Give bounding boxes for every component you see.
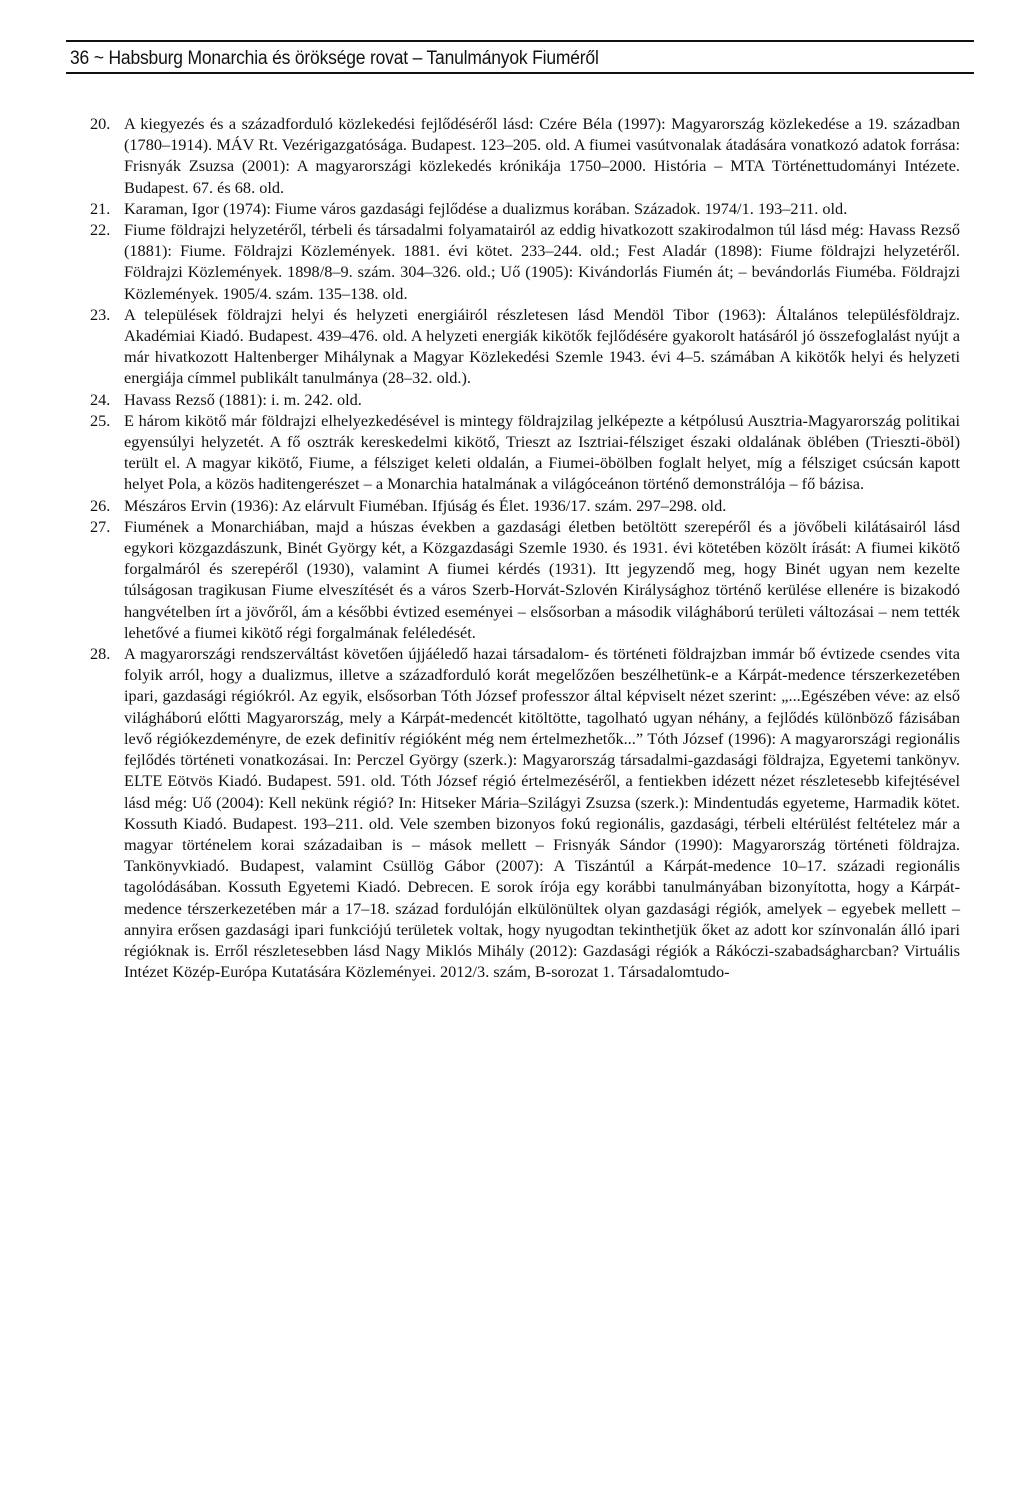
running-header <box>66 40 974 74</box>
endnote-23 <box>90 304 960 389</box>
endnote-28 <box>90 643 960 982</box>
endnote-text: A magyarországi rendszerváltást követően újjáéledő hazai társadalom- és történeti földrajzban immár bő évtizede csendes vita folyik arról, hogy a dualizmus, illetve a századforduló korát megelőzően beszélhetünk-e a Kárpát-medence térszerkezetében ipari, gazdasági régiókról. Az egyik, elsősorban Tóth József professzor által képviselt nézet szerint: „...Egészében véve: az első világháború előtti Magyarország, mely a Kárpát-medencét kitöltötte, tagolható ugyan néhány, a fejlődés különböző fázisában levő régiókezdeményre, de ezek definitív régióként még nem értelmezhetők...” Tóth József (1996): A magyarországi regionális fejlődés történeti vonatkozásai. In: Perczel György (szerk.): Magyarország társadalmi-gazdasági földrajza, Egyetemi tankönyv. ELTE Eötvös Kiadó. Budapest. 591. old. Tóth József régió értelmezéséről, a fentiekben idézett nézet részletesebb kifejtésével lásd még: Uő (2004): Kell nekünk régió? In: Hitseker Mária–Szilágyi Zsuzsa (szerk.): Mindentudás egyeteme, Harmadik kötet. Kossuth Kiadó. Budapest. 193–211. old. Vele szemben bizonyos fokú regionális, gazdasági, térbeli eltérülést feltételez már a magyar történelem korai századaiban is – mások mellett – Frisnyák Sándor (1990): Magyarország történeti földrajza. Tankönyvkiadó. Budapest, valamint Csüllög Gábor (2007): A Tiszántúl a Kárpát-medence 10–17. századi regionális tagolódásában. Kossuth Egyetemi Kiadó. Debrecen. E sorok írója egy korábbi tanulmányában bizonyította, hogy a Kárpát-medence térszerkezetében már a 17–18. század fordulóján elkülönültek olyan gazdasági régiók, amelyek – egyebek mellett – annyira erősen gazdasági ipari funkciójú területek voltak, hogy nyugodtan tekinthetjük őket az adott kor színvonalán álló ipari régióknak is. Erről részletesebben lásd Nagy Miklós Mihály (2012): Gazdasági régiók a Rákóczi-szabadságharcban? Virtuális Intézet Közép-Európa Kutatására Közleményei. 2012/3. szám, B-sorozat 1. Társadalomtudo- <box>124 644 960 982</box>
endnote-text: Mészáros Ervin (1936): Az elárvult Fiuméban. Ifjúság és Élet. 1936/17. szám. 297–298. old. <box>124 495 727 515</box>
endnote-text: A kiegyezés és a századforduló közlekedési fejlődéséről lásd: Czére Béla (1997): Magyarország közlekedése a 19. században (1780–1914). MÁV Rt. Vezérigazgatósága. Budapest. 123–205. old. A fiumei vasútvonalak átadására vonatkozó adatok forrása: Frisnyák Zsuzsa (2001): A magyarországi közlekedés krónikája 1750–2000. História – MTA Történettudományi Intézete. Budapest. 67. és 68. old. <box>124 114 960 197</box>
endnotes-list <box>90 113 960 982</box>
endnote-number: 27. <box>90 516 111 536</box>
endnote-text: Havass Rezső (1881): i. m. 242. old. <box>124 389 362 409</box>
endnote-22 <box>90 219 960 304</box>
endnote-number: 24. <box>90 389 111 409</box>
endnote-26 <box>90 495 960 516</box>
endnote-number: 20. <box>90 114 111 133</box>
endnote-20 <box>90 113 960 198</box>
endnote-text: A települések földrajzi helyi és helyzeti energiáiról részletesen lásd Mendöl Tibor (1963): Általános településföldrajz. Akadémiai Kiadó. Budapest. 439–476. old. A helyzeti energiák kikötők fejlődésére gyakorolt hatásáról jó összefoglalást nyújt a már hivatkozott Haltenberger Mihálynak a Magyar Közlekedési Szemle 1943. évi 4–5. számában A kikötők helyi és helyzeti energiája címmel publikált tanulmánya (28–32. old.). <box>124 304 960 388</box>
endnote-number: 28. <box>90 644 111 664</box>
endnote-number: 25. <box>90 410 111 430</box>
endnote-number: 22. <box>90 220 111 240</box>
endnote-21 <box>90 198 960 219</box>
running-title: Habsburg Monarchia és öröksége rovat – Tanulmányok Fiuméről <box>108 48 599 69</box>
endnote-number: 21. <box>90 198 111 218</box>
endnote-text: Fiume földrajzi helyzetéről, térbeli és társadalmi folyamatairól az eddig hivatkozott szakirodalmon túl lásd még: Havass Rezső (1881): Fiume. Földrajzi Közlemények. 1881. évi kötet. 233–244. old.; Fest Aladár (1898): Fiume földrajzi helyzetéről. Földrajzi Közlemények. 1898/8–9. szám. 304–326. old.; Uő (1905): Kivándorlás Fiumén át; – bevándorlás Fiuméba. Földrajzi Közlemények. 1905/4. szám. 135–138. old. <box>124 220 960 303</box>
header-separator: ~ <box>93 48 104 69</box>
endnote-text: Fiumének a Monarchiában, majd a húszas években a gazdasági életben betöltött szerepéről és a jövőbeli kilátásairól lásd egykori közgazdászunk, Binét György két, a Közgazdasági Szemle 1930. és 1931. évi kötetében közölt írását: A fiumei kikötő forgalmáról és szerepéről (1930), valamint A fiumei kérdés (1931). Itt jegyzendő meg, hogy Binét ugyan nem kezelte túlságosan tragikusan Fiume elveszítését és a város Szerb-Horvát-Szlovén Királysághoz történő kerülése ellenére is bizakodó hangvételben írt a jövőről, ám a későbbi évtized eseményei – elsősorban a második világháború területi változásai – nem tették lehetővé a fiumei kikötő régi forgalmának feléledését. <box>124 516 960 642</box>
endnote-number: 26. <box>90 495 111 515</box>
header-text <box>70 48 599 70</box>
endnote-text: E három kikötő már földrajzi elhelyezkedésével is mintegy földrajzilag jelképezte a kétpólusú Ausztria-Magyarország politikai egyensúlyi helyzetét. A fő osztrák kereskedelmi kikötő, Trieszt az Isztriai-félsziget északi oldalának öblében (Trieszti-öböl) terült el. A magyar kikötő, Fiume, a félsziget keleti oldalán, a Fiumei-öbölben foglalt helyet, míg a félsziget csúcsán kapott helyet Pola, a közös haditengerészet – a Monarchia hatalmának a világóceánon történő demonstrálója – fő bázisa. <box>124 410 960 494</box>
endnote-number: 23. <box>90 304 111 324</box>
endnote-27 <box>90 516 960 643</box>
endnote-25 <box>90 410 960 495</box>
endnote-24 <box>90 389 960 410</box>
page-number: 36 <box>70 48 90 69</box>
endnote-text: Karaman, Igor (1974): Fiume város gazdasági fejlődése a dualizmus korában. Századok. 1974/1. 193–211. old. <box>124 198 848 218</box>
